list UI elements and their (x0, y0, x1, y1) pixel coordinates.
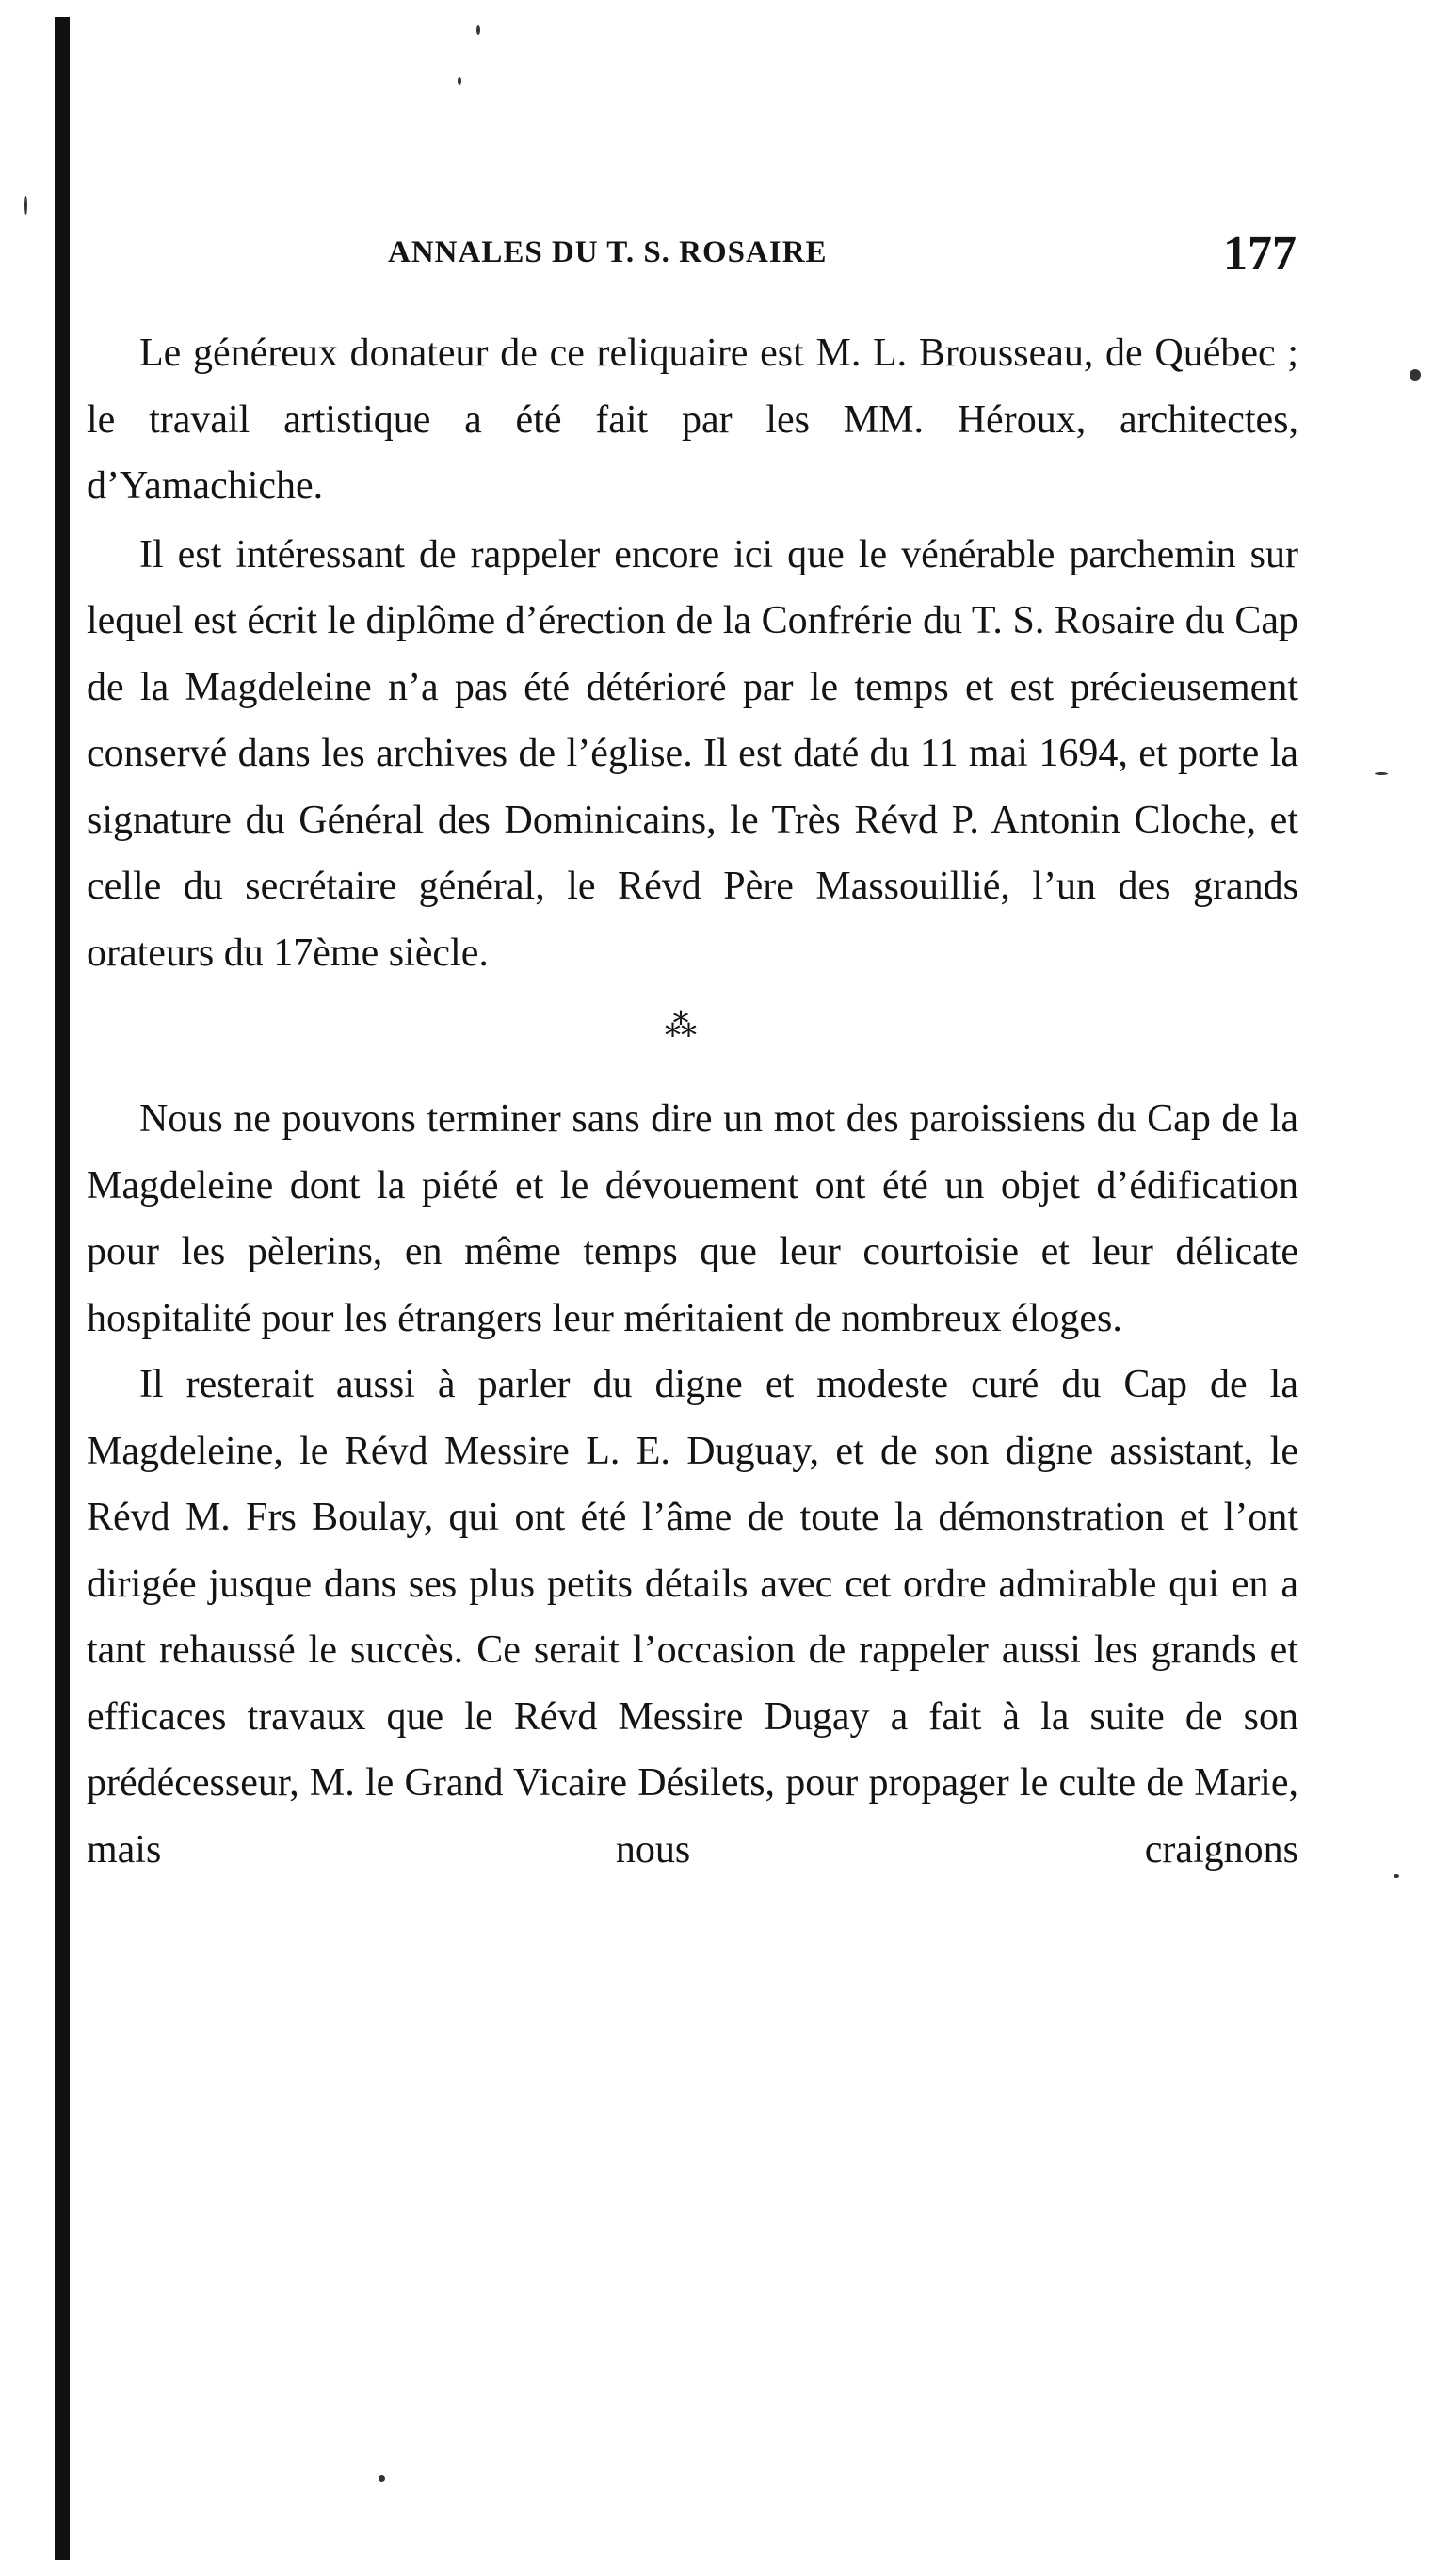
speck (1394, 1874, 1399, 1878)
page-header (388, 227, 1297, 290)
text-body (87, 320, 1298, 1883)
section-divider-asterism (87, 986, 1298, 1086)
page-binding-line (55, 17, 70, 2560)
speck (379, 2475, 385, 2482)
speck (458, 77, 461, 85)
speck (1410, 369, 1421, 381)
page-number: 177 (1223, 227, 1297, 281)
paragraph-parishioners: Nous ne pouvons terminer sans dire un mot des paroissiens du Cap de la Magdeleine dont la piété et le dévouement ont été un objet d’édification pour les pèlerins, en même temps que leur courtoisie et leur délicate hospitalité pour les étrangers leur méritaient de nombreux éloges. (87, 1097, 1298, 1340)
paragraph-cure: Il resterait aussi à parler du digne et modeste curé du Cap de la Magdeleine, le Révd Messire L. E. Duguay, et de son digne assistant, le Révd M. Frs Boulay, qui ont été l’âme de toute la démonstration et l’ont dirigée jusque dans ses plus petits détails avec cet ordre admirable qui en a tant rehaussé le succès. Ce serait l’occasion de rappeler aussi les grands et efficaces travaux que le Révd Messire Dugay a fait à la suite de son prédécesseur, M. le Grand Vicaire Désilets, pour propager le culte de Marie, mais nous craignons (87, 1363, 1298, 1871)
speck (1375, 772, 1388, 775)
paragraph-reliquary-donor: Le généreux donateur de ce reliquaire est M. L. Brousseau, de Québec ; le travail artistique a été fait par les MM. Héroux, architectes, d’Yamachiche. (87, 332, 1298, 508)
asterism-glyph: ⁂ (665, 1009, 697, 1044)
paragraph-parchment: Il est intéressant de rappeler encore ici que le vénérable parchemin sur lequel est écrit le diplôme d’érection de la Confrérie du T. S. Rosaire du Cap de la Magdeleine n’a pas été détérioré par le temps et est précieusement conservé dans les archives de l’église. Il est daté du 11 mai 1694, et porte la signature du Général des Dominicains, le Très Révd P. Antonin Cloche, et celle du secrétaire général, le Révd Père Massouillié, l’un des grands orateurs du 17ème siècle. (87, 532, 1298, 975)
speck (24, 196, 27, 215)
running-title: ANNALES DU T. S. ROSAIRE (388, 235, 828, 269)
speck (476, 25, 480, 35)
